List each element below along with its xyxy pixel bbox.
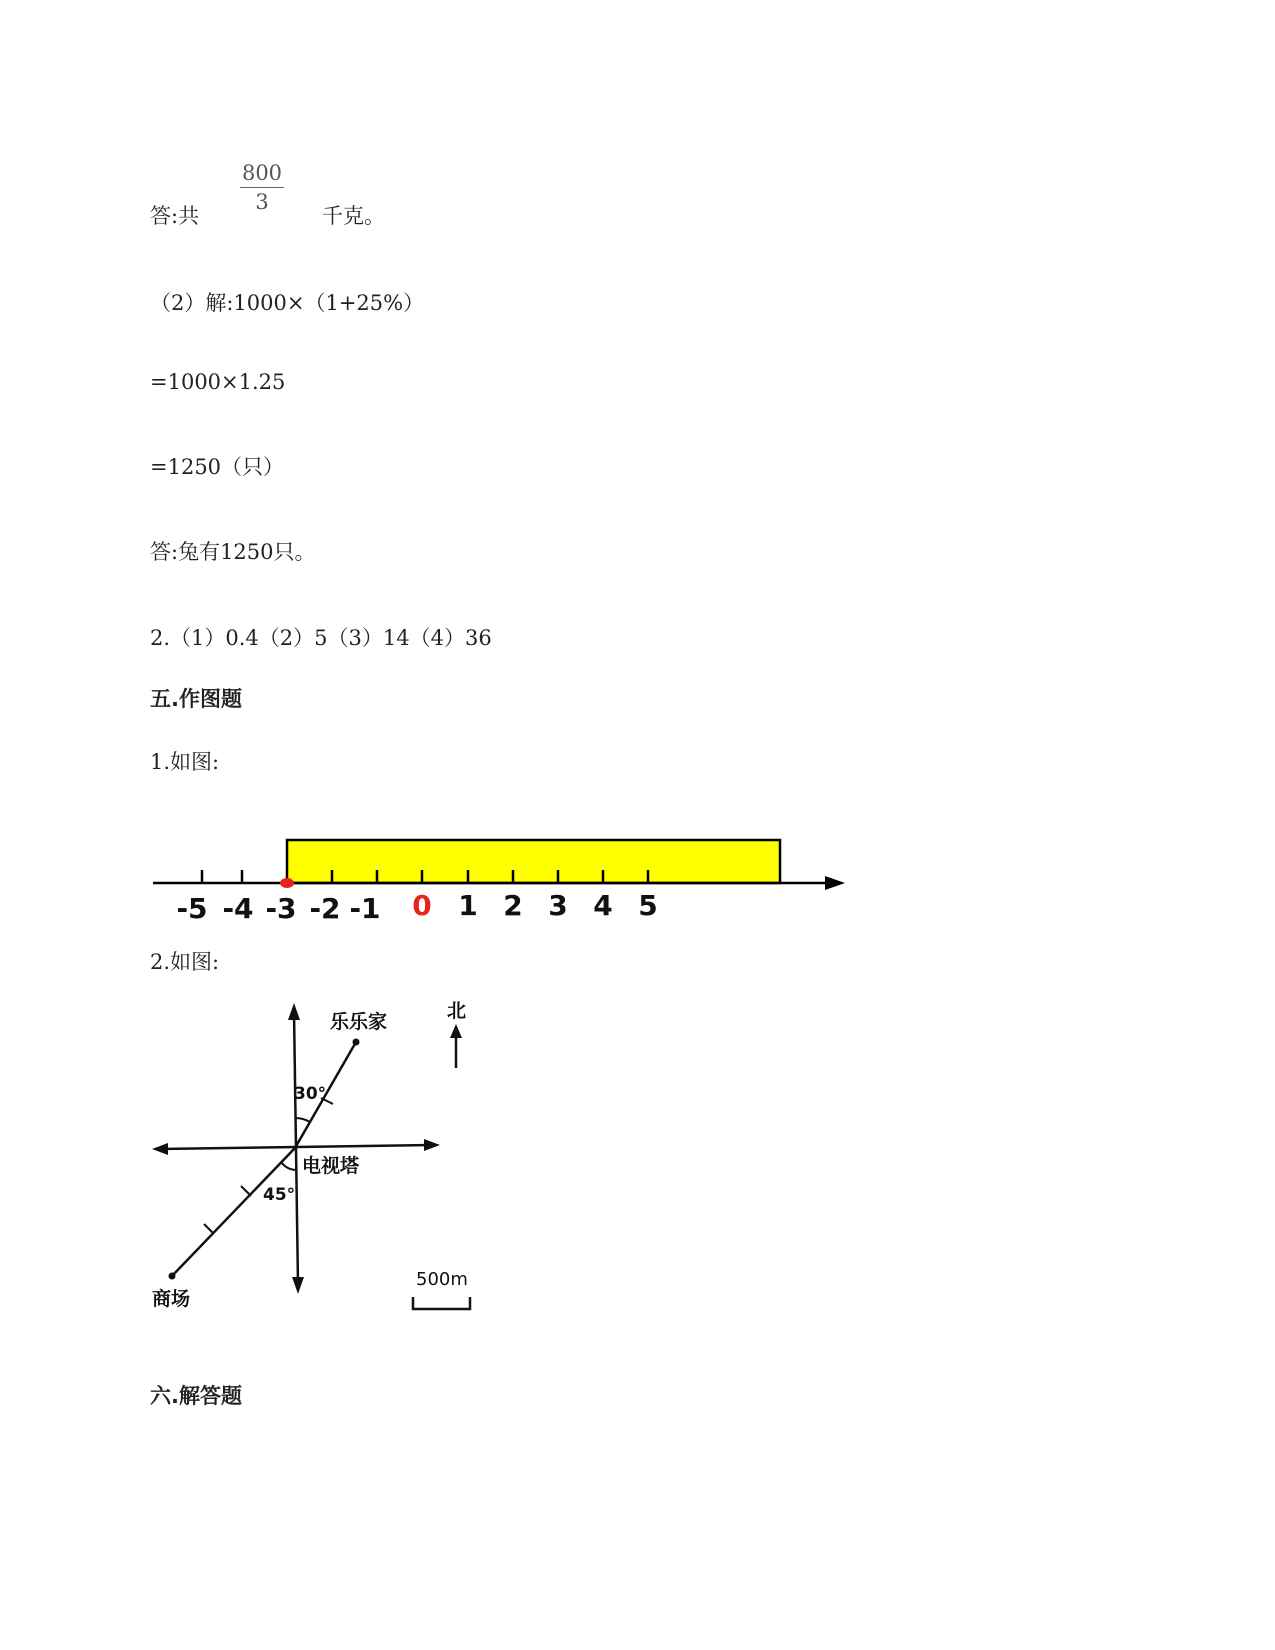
- section-5-title: 五.作图题: [150, 687, 242, 711]
- segment-tick: [241, 1186, 251, 1196]
- section-6-title: 六.解答题: [150, 1384, 242, 1408]
- fraction-numerator: 800: [241, 161, 283, 185]
- home-label: 乐乐家: [330, 1011, 388, 1033]
- tick-label: -4: [222, 892, 254, 925]
- angle-30-label: 30°: [294, 1084, 327, 1104]
- tick-label: -2: [309, 892, 341, 925]
- highlight-region: [287, 840, 780, 883]
- figure-2-label: 2.如图:: [150, 950, 220, 974]
- figure-1-label: 1.如图:: [150, 750, 220, 774]
- arrow-left-icon: [152, 1143, 168, 1155]
- fraction: [240, 160, 284, 214]
- answer-total-prefix: 答:共: [150, 204, 200, 228]
- solution-answer: 答:兔有1250只。: [150, 540, 316, 564]
- mall-label: 商场: [152, 1288, 191, 1310]
- arrow-right-icon: [825, 876, 845, 890]
- tower-label: 电视塔: [302, 1155, 360, 1177]
- solution-step-1: （2）解:1000×（1+25%）: [150, 291, 425, 315]
- ray-to-mall: [172, 1148, 295, 1276]
- angle-arc-45: [281, 1162, 296, 1170]
- arrow-up-icon: [288, 1003, 300, 1020]
- answer-total-suffix: 千克。: [322, 204, 385, 228]
- north-arrow-icon: [450, 1024, 462, 1038]
- mall-point: [169, 1273, 176, 1280]
- solution-step-3: =1250（只）: [150, 455, 285, 479]
- segment-tick: [204, 1224, 214, 1234]
- direction-map-figure: [150, 1000, 510, 1340]
- tick-label: 1: [458, 889, 478, 922]
- tick-label: 3: [548, 889, 568, 922]
- tick-label-zero: 0: [412, 889, 432, 922]
- number-line-figure: [150, 820, 850, 930]
- scale-bar: [413, 1297, 470, 1309]
- scale-label: 500m: [416, 1269, 468, 1290]
- solution-step-2: =1000×1.25: [150, 370, 286, 394]
- fraction-bar: [240, 187, 284, 188]
- tick-label: 2: [503, 889, 523, 922]
- angle-arc-30: [295, 1118, 310, 1122]
- tick-label: -1: [349, 892, 381, 925]
- arrow-down-icon: [292, 1277, 304, 1294]
- tick-label: 4: [593, 889, 613, 922]
- start-point: [280, 878, 294, 888]
- fraction-denominator: 3: [255, 190, 269, 214]
- tick-label: -5: [176, 892, 208, 925]
- north-label: 北: [447, 1000, 467, 1022]
- tick-label: -3: [265, 892, 297, 925]
- angle-45-label: 45°: [263, 1185, 296, 1205]
- question-2-answer: 2.（1）0.4（2）5（3）14（4）36: [150, 626, 492, 650]
- tick-label: 5: [638, 889, 658, 922]
- home-point: [353, 1039, 360, 1046]
- arrow-right-icon: [424, 1139, 440, 1151]
